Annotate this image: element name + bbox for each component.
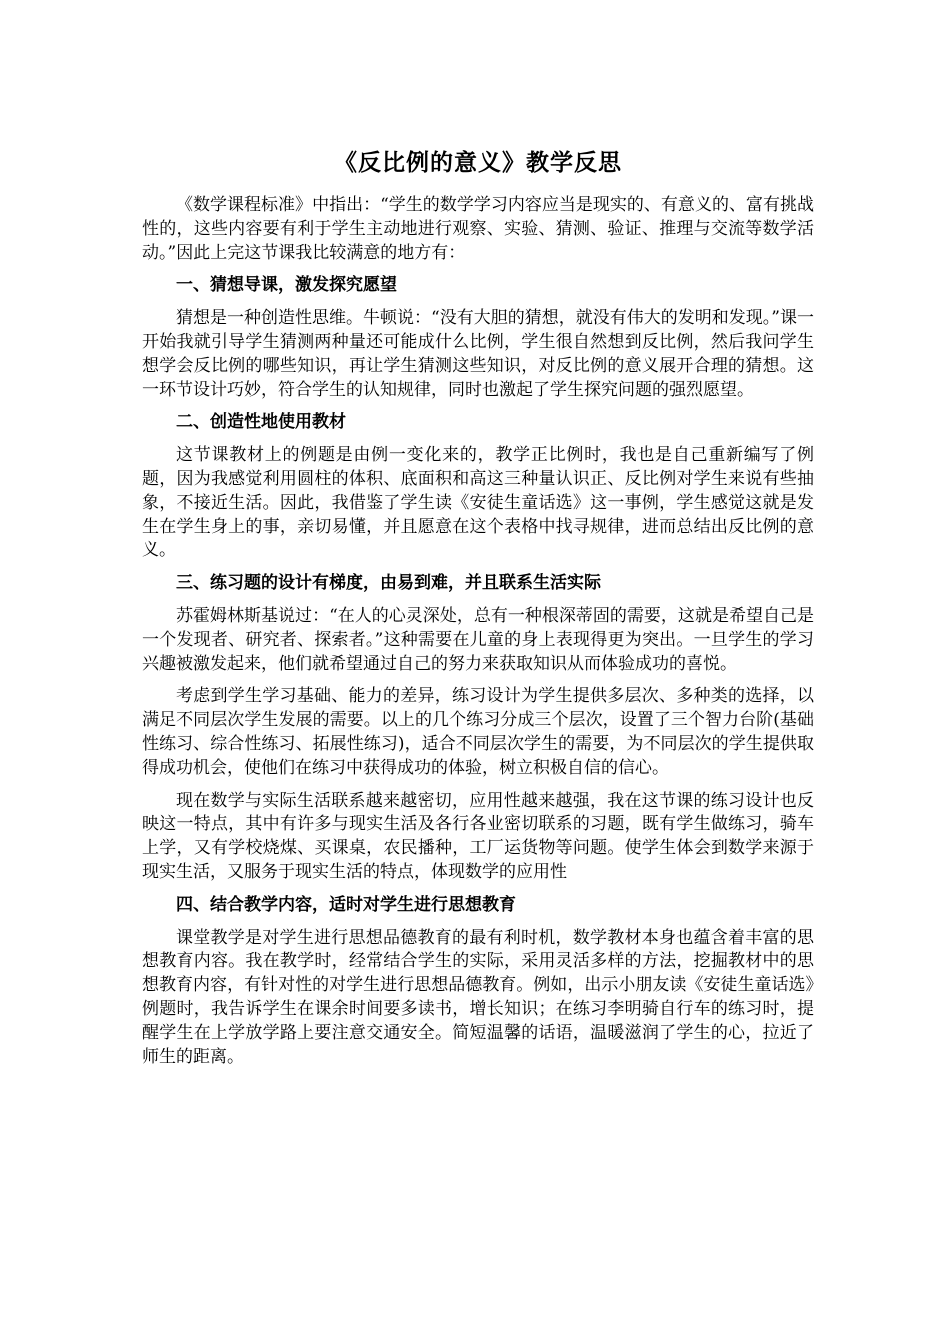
section-heading: 二、创造性地使用教材 [176, 412, 346, 433]
section-heading: 三、练习题的设计有梯度，由易到难，并且联系生活实际 [176, 573, 601, 594]
section-3 [142, 572, 814, 885]
section-2 [142, 411, 814, 563]
section-paragraph: 苏霍姆林斯基说过：“在人的心灵深处，总有一种根深蒂固的需要，这就是希望自己是一个发现者、研究者、探索者。”这种需要在儿童的身上表现得更为突出。一旦学生的学习兴趣被激发起来，他们就希望通过自己的努力来获取知识从而体验成功的喜悦。 [142, 605, 814, 674]
section-paragraph: 猜想是一种创造性思维。牛顿说：“没有大胆的猜想，就没有伟大的发明和发现。”课一开始我就引导学生猜测两种量还可能成什么比例，学生很自然想到反比例，然后我问学生想学会反比例的哪些知识，再让学生猜测这些知识，对反比例的意义展开合理的猜想。这一环节设计巧妙，符合学生的认知规律，同时也激起了学生探究问题的强烈愿望。 [142, 308, 814, 400]
section-paragraph: 课堂教学是对学生进行思想品德教育的最有利时机，数学教材本身也蕴含着丰富的思想教育内容。我在教学时，经常结合学生的实际，采用灵活多样的方法，挖掘教材中的思想教育内容，有针对性的对学生进行思想品德教育。例如，出示小朋友读《安徒生童话选》例题时，我告诉学生在课余时间要多读书，增长知识；在练习李明骑自行车的练习时，提醒学生在上学放学路上要注意交通安全。简短温馨的话语，温暖滋润了学生的心，拉近了师生的距离。 [142, 927, 814, 1067]
section-heading: 一、猜想导课，激发探究愿望 [176, 275, 397, 296]
document-title: 《反比例的意义》教学反思 [334, 149, 622, 176]
section-paragraph: 这节课教材上的例题是由例一变化来的，教学正比例时，我也是自己重新编写了例题，因为我感觉利用圆柱的体积、底面积和高这三种量认识正、反比例对学生来说有些抽象，不接近生活。因此，我借鉴了学生读《安徒生童话选》这一事例，学生感觉这就是发生在学生身上的事，亲切易懂，并且愿意在这个表格中找寻规律，进而总结出反比例的意义。 [142, 445, 814, 561]
intro-paragraph: 《数学课程标准》中指出：“学生的数学学习内容应当是现实的、有意义的、富有挑战性的，这些内容要有利于学生主动地进行观察、实验、猜测、验证、推理与交流等数学活动。”因此上完这节课我比较满意的地方有： [142, 195, 814, 263]
section-4 [142, 894, 814, 1070]
section-paragraph: 现在数学与实际生活联系越来越密切，应用性越来越强，我在这节课的练习设计也反映这一特点，其中有许多与现实生活及各行各业密切联系的习题，既有学生做练习，骑车上学，又有学校烧煤、买课桌，农民播种，工厂运货物等问题。使学生体会到数学来源于现实生活，又服务于现实生活的特点，体现数学的应用性 [142, 790, 814, 882]
section-heading: 四、结合教学内容，适时对学生进行思想教育 [176, 894, 516, 915]
section-1 [142, 274, 814, 402]
section-paragraph: 考虑到学生学习基础、能力的差异，练习设计为学生提供多层次、多种类的选择，以满足不同层次学生发展的需要。以上的几个练习分成三个层次，设置了三个智力台阶(基础性练习、综合性练习、拓展性练习)，适合不同层次学生的需要，为不同层次的学生提供取得成功机会，使他们在练习中获得成功的体验，树立积极自信的信心。 [142, 686, 814, 778]
document-page [142, 150, 814, 1078]
